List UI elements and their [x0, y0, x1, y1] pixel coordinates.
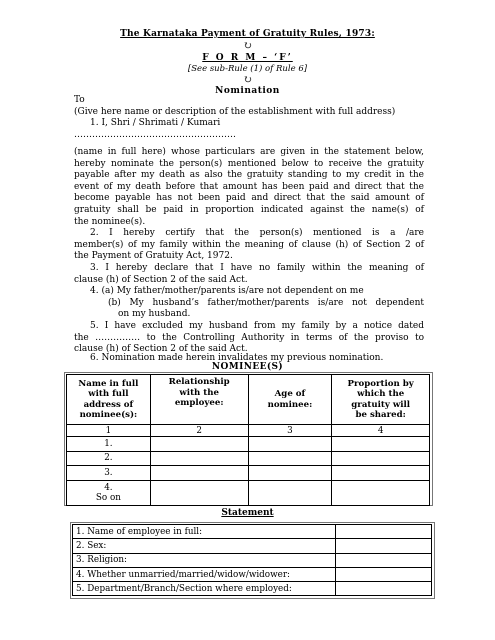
nominees-table: [66, 374, 430, 506]
nominee-number: 4. So on: [67, 480, 151, 505]
para3-line: clause (h) of Section 2 of the said Act.: [74, 274, 248, 285]
nominee-relationship-cell[interactable]: [150, 451, 248, 466]
rule-reference: [See sub-Rule (1) of Rule 6]: [187, 64, 308, 74]
para6-line: 6. Nomination made herein invalidates my previous nomination.: [90, 353, 384, 363]
nominee-number: 3.: [67, 466, 151, 481]
nominee-number: 2.: [67, 451, 151, 466]
para5-line: clause (h) of Section 2 of the said Act.: [74, 344, 248, 355]
so-on-label: So on: [95, 492, 121, 503]
cycle-icon: ↻: [242, 73, 253, 86]
nominee-proportion-cell[interactable]: [332, 466, 430, 481]
para1-line: hereby nominate the person(s) mentioned below to receive the gratuity: [74, 158, 424, 169]
para4b-line: (b) My husband’s father/mother/parents is/are not dependent: [108, 297, 424, 308]
para3-line: 3. I hereby declare that I have no family within the meaning of: [90, 263, 424, 273]
para4a-line: 4. (a) My father/mother/parents is/are not dependent on me: [90, 286, 364, 297]
nominee-age-cell[interactable]: [248, 480, 332, 505]
header-name: Name in full with full address of nominee(s):: [67, 375, 151, 425]
para5-line: 5. I have excluded my husband from my family by a notice dated: [90, 321, 424, 331]
nominator-title-line: 1. I, Shri / Shrimati / Kumari: [90, 118, 221, 128]
para1-line: event of my death before that amount has been paid and direct that the: [74, 181, 424, 192]
column-number: 3: [248, 425, 332, 437]
column-number: 4: [332, 425, 430, 437]
document-title: The Karnataka Payment of Gratuity Rules, 1973:: [120, 29, 375, 39]
statement-value-cell[interactable]: [336, 525, 432, 539]
statement-value-cell[interactable]: [336, 553, 432, 567]
statement-label: 2. Sex:: [73, 539, 336, 553]
statement-row: [73, 582, 432, 596]
name-dotted-line: ………………………………………………: [74, 129, 236, 140]
statement-label: 1. Name of employee in full:: [73, 525, 336, 539]
nominee-proportion-cell[interactable]: [332, 437, 430, 452]
statement-row: [73, 539, 432, 553]
para4b-cont-line: on my husband.: [118, 309, 191, 320]
column-number-row: [67, 425, 430, 437]
header-relationship: Relationship with the employee:: [150, 375, 248, 425]
nominee-relationship-cell[interactable]: [150, 437, 248, 452]
statement-row: [73, 553, 432, 567]
statement-value-cell[interactable]: [336, 567, 432, 581]
nominee-age-cell[interactable]: [248, 466, 332, 481]
nomination-heading: Nomination: [215, 86, 280, 96]
nominee-relationship-cell[interactable]: [150, 466, 248, 481]
nominee-proportion-cell[interactable]: [332, 451, 430, 466]
nominees-heading: NOMINEE(S): [211, 362, 284, 372]
para1-line: the nominee(s).: [74, 216, 146, 227]
para1-line: become payable has not been paid and direct that the said amount of: [74, 193, 424, 204]
statement-value-cell[interactable]: [336, 582, 432, 596]
nominee-row: [67, 437, 430, 452]
para5-line: the …………… to the Controlling Authority in terms of the proviso to: [74, 332, 424, 343]
cycle-icon: ↻: [242, 39, 253, 52]
nominee-row: [67, 451, 430, 466]
statement-label: 5. Department/Branch/Section where employed:: [73, 582, 336, 596]
para1-line: gratuity shall be paid in proportion indicated against the name(s) of: [74, 205, 424, 215]
header-age: Age of nominee:: [248, 375, 332, 425]
statement-label: 4. Whether unmarried/married/widow/widower:: [73, 567, 336, 581]
nominee-relationship-cell[interactable]: [150, 480, 248, 505]
statement-row: [73, 525, 432, 539]
nominee-row: [67, 480, 430, 505]
establishment-instruction: (Give here name or description of the establishment with full address): [74, 106, 396, 117]
nominee-age-cell[interactable]: [248, 451, 332, 466]
statement-value-cell[interactable]: [336, 539, 432, 553]
statement-heading: Statement: [221, 508, 274, 518]
to-label: To: [74, 95, 85, 105]
statement-table: [72, 524, 432, 596]
para1-line: (name in full here) whose particulars are given in the statement below,: [74, 147, 424, 157]
column-number: 2: [150, 425, 248, 437]
form-heading: F O R M – ‘F’: [202, 53, 293, 63]
para1-line: payable after my death as also the gratuity standing to my credit in the: [74, 170, 424, 181]
nominees-header-row: [67, 375, 430, 425]
statement-row: [73, 567, 432, 581]
nominee-row: [67, 466, 430, 481]
nominee-number: 1.: [67, 437, 151, 452]
column-number: 1: [67, 425, 151, 437]
statement-label: 3. Religion:: [73, 553, 336, 567]
header-proportion: Proportion by which the gratuity will be shared:: [332, 375, 430, 425]
nominee-proportion-cell[interactable]: [332, 480, 430, 505]
para2-line: 2. I hereby certify that the person(s) mentioned is a /are: [90, 228, 424, 239]
nominee-age-cell[interactable]: [248, 437, 332, 452]
para2-line: the Payment of Gratuity Act, 1972.: [74, 251, 233, 262]
para2-line: member(s) of my family within the meaning of clause (h) of Section 2 of: [74, 239, 424, 250]
